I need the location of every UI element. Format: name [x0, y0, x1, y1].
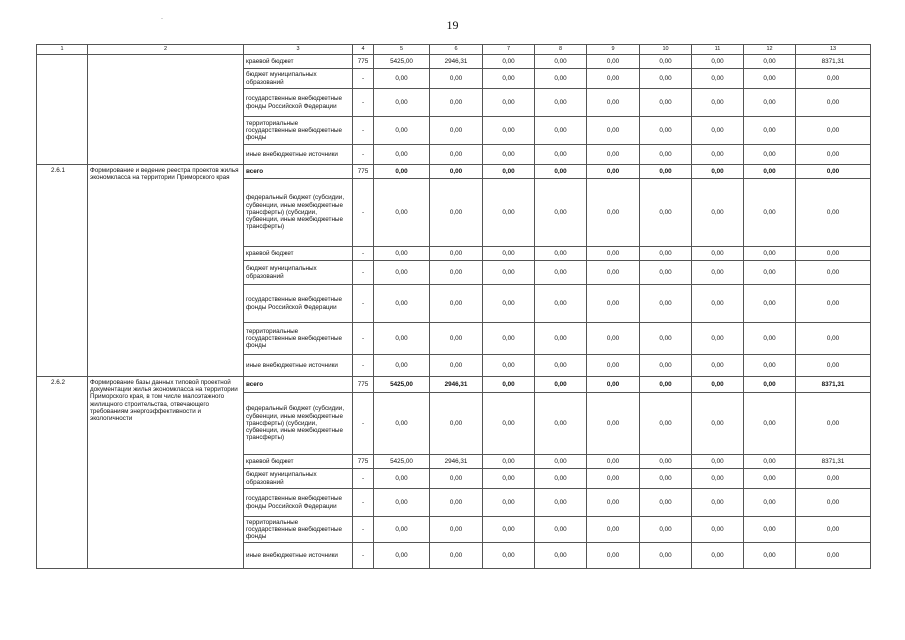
grbs-cell: -: [353, 261, 374, 285]
amount-cell: 0,00: [535, 285, 587, 323]
amount-cell: 0,00: [430, 247, 483, 261]
amount-cell: 0,00: [744, 469, 796, 489]
amount-cell: 0,00: [374, 117, 430, 145]
column-number-cell: 9: [587, 45, 640, 55]
grbs-cell: -: [353, 247, 374, 261]
table-row: [37, 377, 871, 393]
amount-cell: 0,00: [535, 89, 587, 117]
amount-cell: 0,00: [640, 469, 692, 489]
amount-cell: 0,00: [744, 285, 796, 323]
funding-source-cell: краевой бюджет: [244, 247, 353, 261]
amount-cell: 0,00: [430, 261, 483, 285]
funding-source-cell: государственные внебюджетные фонды Российской Федерации: [244, 285, 353, 323]
item-number-cell: [37, 55, 88, 165]
funding-source-cell: краевой бюджет: [244, 455, 353, 469]
amount-cell: 0,00: [744, 377, 796, 393]
amount-cell: 0,00: [744, 55, 796, 69]
column-number-cell: 5: [374, 45, 430, 55]
amount-cell: 0,00: [483, 393, 535, 455]
amount-cell: 0,00: [640, 393, 692, 455]
item-number-cell: 2.6.2: [37, 377, 88, 569]
amount-cell: 0,00: [430, 355, 483, 377]
amount-cell: 0,00: [587, 69, 640, 89]
column-number-cell: 4: [353, 45, 374, 55]
amount-cell: 0,00: [483, 145, 535, 165]
amount-cell: 0,00: [796, 489, 871, 517]
amount-cell: 0,00: [535, 469, 587, 489]
column-number-cell: 1: [37, 45, 88, 55]
amount-cell: 0,00: [430, 323, 483, 355]
amount-cell: 0,00: [535, 517, 587, 543]
amount-cell: 0,00: [692, 489, 744, 517]
amount-cell: 0,00: [587, 165, 640, 179]
amount-cell: 0,00: [535, 377, 587, 393]
column-number-cell: 7: [483, 45, 535, 55]
amount-cell: 0,00: [483, 117, 535, 145]
amount-cell: 0,00: [374, 393, 430, 455]
amount-cell: 0,00: [483, 89, 535, 117]
amount-cell: 0,00: [374, 355, 430, 377]
amount-cell: 0,00: [692, 543, 744, 569]
amount-cell: 0,00: [483, 489, 535, 517]
amount-cell: 0,00: [796, 323, 871, 355]
amount-cell: 0,00: [535, 323, 587, 355]
amount-cell: 0,00: [744, 89, 796, 117]
column-number-cell: 13: [796, 45, 871, 55]
amount-cell: 0,00: [640, 455, 692, 469]
amount-cell: 0,00: [374, 179, 430, 247]
page-number: 19: [446, 18, 459, 32]
amount-cell: 0,00: [744, 145, 796, 165]
item-name-cell: Формирование и ведение реестра проектов жилья экономкласса на территории Приморского края: [88, 165, 244, 377]
amount-cell: 0,00: [640, 489, 692, 517]
amount-cell: 0,00: [744, 117, 796, 145]
amount-cell: 0,00: [587, 355, 640, 377]
column-number-cell: 11: [692, 45, 744, 55]
funding-source-cell: территориальные государственные внебюджетные фонды: [244, 117, 353, 145]
amount-cell: 0,00: [374, 69, 430, 89]
grbs-cell: -: [353, 469, 374, 489]
amount-cell: 0,00: [692, 55, 744, 69]
amount-cell: 0,00: [744, 165, 796, 179]
amount-cell: 0,00: [640, 117, 692, 145]
amount-cell: 0,00: [640, 377, 692, 393]
amount-cell: 8371,31: [796, 455, 871, 469]
column-number-cell: 6: [430, 45, 483, 55]
amount-cell: 8371,31: [796, 55, 871, 69]
grbs-cell: 775: [353, 55, 374, 69]
grbs-cell: -: [353, 89, 374, 117]
amount-cell: 0,00: [374, 517, 430, 543]
column-number-cell: 8: [535, 45, 587, 55]
funding-source-cell: всего: [244, 165, 353, 179]
amount-cell: 0,00: [535, 261, 587, 285]
amount-cell: 0,00: [587, 247, 640, 261]
amount-cell: 5425,00: [374, 455, 430, 469]
amount-cell: 0,00: [744, 179, 796, 247]
amount-cell: 0,00: [535, 145, 587, 165]
amount-cell: 0,00: [483, 543, 535, 569]
amount-cell: 0,00: [796, 179, 871, 247]
funding-source-cell: иные внебюджетные источники: [244, 145, 353, 165]
amount-cell: 0,00: [430, 285, 483, 323]
amount-cell: 0,00: [587, 261, 640, 285]
amount-cell: 0,00: [744, 261, 796, 285]
amount-cell: 0,00: [587, 117, 640, 145]
amount-cell: 0,00: [374, 543, 430, 569]
amount-cell: 0,00: [796, 355, 871, 377]
amount-cell: 0,00: [744, 517, 796, 543]
amount-cell: 0,00: [640, 543, 692, 569]
item-number-cell: 2.6.1: [37, 165, 88, 377]
amount-cell: 0,00: [535, 489, 587, 517]
amount-cell: 0,00: [483, 355, 535, 377]
amount-cell: 0,00: [796, 517, 871, 543]
amount-cell: 0,00: [587, 377, 640, 393]
table-row: [37, 55, 871, 69]
amount-cell: 0,00: [430, 543, 483, 569]
amount-cell: 0,00: [744, 489, 796, 517]
amount-cell: 0,00: [796, 117, 871, 145]
amount-cell: 0,00: [483, 165, 535, 179]
amount-cell: 0,00: [587, 55, 640, 69]
amount-cell: 0,00: [483, 69, 535, 89]
funding-source-cell: бюджет муниципальных образований: [244, 69, 353, 89]
amount-cell: 0,00: [692, 247, 744, 261]
amount-cell: 0,00: [483, 323, 535, 355]
amount-cell: 0,00: [744, 355, 796, 377]
grbs-cell: -: [353, 323, 374, 355]
amount-cell: 0,00: [796, 393, 871, 455]
column-number-cell: 10: [640, 45, 692, 55]
amount-cell: 0,00: [483, 179, 535, 247]
amount-cell: 0,00: [692, 377, 744, 393]
amount-cell: 0,00: [796, 285, 871, 323]
column-number-cell: 2: [88, 45, 244, 55]
funding-source-cell: федеральный бюджет (субсидии, субвенции, иные межбюджетные трансферты) (субсидии, субвенции, иные межбюджетные трансферты): [244, 179, 353, 247]
amount-cell: 2946,31: [430, 55, 483, 69]
amount-cell: 0,00: [374, 145, 430, 165]
grbs-cell: -: [353, 69, 374, 89]
grbs-cell: -: [353, 355, 374, 377]
amount-cell: 0,00: [640, 165, 692, 179]
amount-cell: 8371,31: [796, 377, 871, 393]
amount-cell: 0,00: [587, 393, 640, 455]
amount-cell: 0,00: [587, 323, 640, 355]
amount-cell: 0,00: [692, 165, 744, 179]
funding-source-cell: федеральный бюджет (субсидии, субвенции, иные межбюджетные трансферты) (субсидии, субвенции, иные межбюджетные трансферты): [244, 393, 353, 455]
grbs-cell: -: [353, 285, 374, 323]
grbs-cell: 775: [353, 165, 374, 179]
amount-cell: 0,00: [374, 261, 430, 285]
amount-cell: 0,00: [692, 455, 744, 469]
grbs-cell: 775: [353, 455, 374, 469]
amount-cell: 0,00: [692, 393, 744, 455]
amount-cell: 0,00: [374, 469, 430, 489]
amount-cell: 0,00: [744, 323, 796, 355]
amount-cell: 0,00: [483, 247, 535, 261]
amount-cell: 0,00: [374, 89, 430, 117]
amount-cell: 0,00: [535, 247, 587, 261]
amount-cell: 0,00: [692, 469, 744, 489]
column-number-cell: 12: [744, 45, 796, 55]
amount-cell: 0,00: [587, 285, 640, 323]
amount-cell: 0,00: [692, 285, 744, 323]
funding-source-cell: иные внебюджетные источники: [244, 355, 353, 377]
amount-cell: 0,00: [640, 69, 692, 89]
amount-cell: 0,00: [796, 145, 871, 165]
amount-cell: 0,00: [483, 455, 535, 469]
amount-cell: 0,00: [796, 261, 871, 285]
amount-cell: 0,00: [796, 165, 871, 179]
item-name-cell: Формирование базы данных типовой проектной документации жилья экономкласса на территории Приморского края, в том числе малоэтажного жилищного строительства, отвечающего требованиям энергоэффективности и экологичности: [88, 377, 244, 569]
table-row: [37, 165, 871, 179]
amount-cell: 0,00: [587, 543, 640, 569]
grbs-cell: 775: [353, 377, 374, 393]
amount-cell: 0,00: [744, 543, 796, 569]
amount-cell: 0,00: [374, 247, 430, 261]
amount-cell: 0,00: [535, 455, 587, 469]
amount-cell: 0,00: [535, 355, 587, 377]
amount-cell: 0,00: [744, 455, 796, 469]
column-number-cell: 3: [244, 45, 353, 55]
amount-cell: 0,00: [535, 393, 587, 455]
amount-cell: 0,00: [483, 285, 535, 323]
amount-cell: 0,00: [640, 261, 692, 285]
amount-cell: 0,00: [587, 455, 640, 469]
grbs-cell: -: [353, 517, 374, 543]
grbs-cell: -: [353, 179, 374, 247]
funding-source-cell: иные внебюджетные источники: [244, 543, 353, 569]
grbs-cell: -: [353, 117, 374, 145]
amount-cell: 0,00: [796, 247, 871, 261]
funding-source-cell: территориальные государственные внебюджетные фонды: [244, 517, 353, 543]
amount-cell: 0,00: [640, 323, 692, 355]
funding-source-cell: государственные внебюджетные фонды Российской Федерации: [244, 89, 353, 117]
amount-cell: 2946,31: [430, 455, 483, 469]
amount-cell: 5425,00: [374, 377, 430, 393]
amount-cell: 0,00: [640, 179, 692, 247]
amount-cell: 0,00: [796, 543, 871, 569]
amount-cell: 0,00: [692, 69, 744, 89]
funding-source-cell: бюджет муниципальных образований: [244, 469, 353, 489]
scan-mark: ·: [161, 16, 163, 22]
budget-table: [36, 44, 871, 569]
amount-cell: 0,00: [744, 247, 796, 261]
amount-cell: 0,00: [692, 117, 744, 145]
amount-cell: 0,00: [587, 517, 640, 543]
amount-cell: 0,00: [430, 489, 483, 517]
item-name-cell: [88, 55, 244, 165]
amount-cell: 0,00: [430, 393, 483, 455]
funding-source-cell: всего: [244, 377, 353, 393]
column-number-row: [37, 45, 871, 55]
amount-cell: 0,00: [587, 179, 640, 247]
amount-cell: 0,00: [374, 323, 430, 355]
funding-source-cell: краевой бюджет: [244, 55, 353, 69]
amount-cell: 0,00: [535, 165, 587, 179]
grbs-cell: -: [353, 543, 374, 569]
amount-cell: 0,00: [483, 261, 535, 285]
amount-cell: 0,00: [744, 393, 796, 455]
amount-cell: 0,00: [796, 69, 871, 89]
amount-cell: 0,00: [374, 165, 430, 179]
amount-cell: 0,00: [430, 165, 483, 179]
funding-source-cell: государственные внебюджетные фонды Российской Федерации: [244, 489, 353, 517]
amount-cell: 0,00: [374, 285, 430, 323]
amount-cell: 0,00: [692, 323, 744, 355]
amount-cell: 0,00: [796, 89, 871, 117]
amount-cell: 0,00: [640, 355, 692, 377]
amount-cell: 0,00: [640, 517, 692, 543]
amount-cell: 2946,31: [430, 377, 483, 393]
amount-cell: 0,00: [587, 469, 640, 489]
amount-cell: 0,00: [744, 69, 796, 89]
funding-source-cell: бюджет муниципальных образований: [244, 261, 353, 285]
amount-cell: 0,00: [587, 89, 640, 117]
amount-cell: 0,00: [483, 517, 535, 543]
amount-cell: 0,00: [692, 179, 744, 247]
amount-cell: 0,00: [692, 145, 744, 165]
amount-cell: 0,00: [535, 179, 587, 247]
amount-cell: 0,00: [430, 469, 483, 489]
amount-cell: 0,00: [535, 543, 587, 569]
amount-cell: 0,00: [640, 89, 692, 117]
amount-cell: 0,00: [587, 145, 640, 165]
amount-cell: 0,00: [535, 55, 587, 69]
amount-cell: 0,00: [483, 55, 535, 69]
amount-cell: 0,00: [430, 179, 483, 247]
amount-cell: 0,00: [692, 517, 744, 543]
amount-cell: 0,00: [692, 355, 744, 377]
amount-cell: 0,00: [374, 489, 430, 517]
amount-cell: 0,00: [430, 117, 483, 145]
amount-cell: 0,00: [640, 285, 692, 323]
amount-cell: 0,00: [640, 145, 692, 165]
amount-cell: 0,00: [692, 89, 744, 117]
amount-cell: 0,00: [483, 377, 535, 393]
amount-cell: 0,00: [430, 145, 483, 165]
amount-cell: 0,00: [640, 55, 692, 69]
funding-source-cell: территориальные государственные внебюджетные фонды: [244, 323, 353, 355]
amount-cell: 0,00: [430, 89, 483, 117]
grbs-cell: -: [353, 393, 374, 455]
amount-cell: 0,00: [535, 69, 587, 89]
grbs-cell: -: [353, 145, 374, 165]
amount-cell: 0,00: [692, 261, 744, 285]
amount-cell: 0,00: [640, 247, 692, 261]
amount-cell: 0,00: [587, 489, 640, 517]
amount-cell: 0,00: [430, 517, 483, 543]
amount-cell: 0,00: [796, 469, 871, 489]
amount-cell: 0,00: [430, 69, 483, 89]
amount-cell: 0,00: [483, 469, 535, 489]
amount-cell: 5425,00: [374, 55, 430, 69]
grbs-cell: -: [353, 489, 374, 517]
amount-cell: 0,00: [535, 117, 587, 145]
